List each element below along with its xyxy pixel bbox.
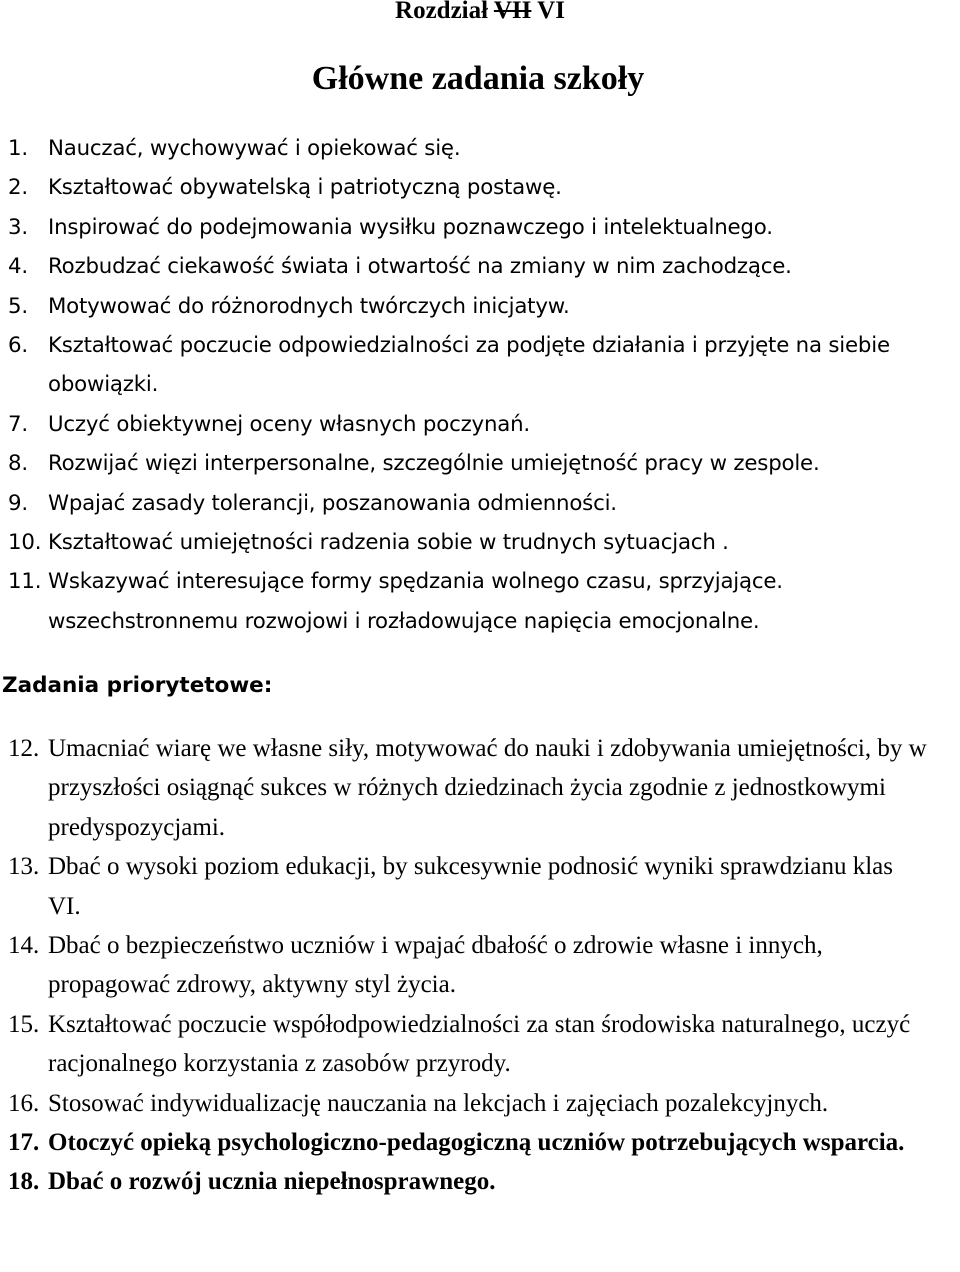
page-title: Główne zadania szkoły: [311, 60, 645, 97]
list-item: [0, 247, 960, 286]
item-number: 13.: [8, 853, 40, 881]
item-text: Inspirować do podejmowania wysiłku poznawczego i intelektualnego.: [48, 214, 773, 240]
item-number: 3.: [8, 214, 28, 240]
item-text: Umacniać wiarę we własne siły, motywować do nauki i zdobywania umiejętności, by w przyszłości osiągnąć sukces w różnych dziedzinach życia zgodnie z jednostkowymi predyspozycjami.: [48, 735, 927, 841]
item-text: Rozbudzać ciekawość świata i otwartość na zmiany w nim zachodzące.: [48, 254, 792, 280]
item-text: Motywować do różnorodnych twórczych inicjatyw.: [48, 293, 570, 319]
item-number: 18.: [8, 1168, 40, 1196]
item-number: 14.: [8, 932, 40, 960]
list-item: [0, 129, 960, 168]
chapter-suffix: VI: [531, 0, 565, 24]
list-item: [0, 484, 960, 523]
item-text: Kształtować obywatelską i patriotyczną postawę.: [48, 175, 562, 201]
item-text: Kształtować umiejętności radzenia sobie w trudnych sytuacjach .: [48, 530, 729, 556]
item-text: Wskazywać interesujące formy spędzania wolnego czasu, sprzyjające. wszechstronnemu rozwojowi i rozładowujące napięcia emocjonalne.: [48, 569, 783, 634]
list-item: [0, 1084, 928, 1123]
item-number: 8.: [8, 451, 28, 477]
chapter-heading: [0, 0, 960, 28]
item-number: 17.: [8, 1129, 40, 1157]
item-number: 11.: [8, 569, 42, 595]
list-item: [0, 729, 928, 847]
list-item: [0, 287, 960, 326]
list-item: [0, 1123, 928, 1162]
list-item: [0, 208, 960, 247]
item-number: 6.: [8, 333, 28, 359]
item-text: Dbać o rozwój ucznia niepełnosprawnego.: [48, 1168, 496, 1196]
item-text: Rozwijać więzi interpersonalne, szczególnie umiejętność pracy w zespole.: [48, 451, 820, 477]
list-item: [0, 847, 928, 926]
priority-tasks-list: [0, 729, 928, 1202]
list-item: [0, 1005, 928, 1084]
item-text: Dbać o wysoki poziom edukacji, by sukcesywnie podnosić wyniki sprawdzianu klas VI.: [48, 853, 893, 920]
tasks-list: [0, 129, 960, 641]
list-item: [0, 168, 960, 207]
item-number: 4.: [8, 254, 28, 280]
list-item: [0, 926, 928, 1005]
item-text: Wpajać zasady tolerancji, poszanowania odmienności.: [48, 490, 617, 516]
item-number: 5.: [8, 293, 28, 319]
item-number: 9.: [8, 490, 28, 516]
item-text: Kształtować poczucie odpowiedzialności za podjęte działania i przyjęte na siebie obowiązki.: [48, 333, 890, 398]
item-text: Otoczyć opieką psychologiczno-pedagogiczną uczniów potrzebujących wsparcia.: [48, 1129, 905, 1157]
list-item: [0, 444, 960, 483]
item-number: 10.: [8, 530, 42, 556]
list-item: [0, 326, 960, 405]
item-text: Nauczać, wychowywać i opiekować się.: [48, 136, 461, 161]
item-number: 1.: [8, 136, 28, 161]
priority-tasks-heading: Zadania priorytetowe:: [2, 673, 273, 698]
chapter-struck-number: VII: [493, 0, 532, 24]
item-text: Kształtować poczucie współodpowiedzialności za stan środowiska naturalnego, uczyć racjonalnego korzystania z zasobów przyrody.: [48, 1010, 911, 1078]
item-text: Uczyć obiektywnej oceny własnych poczynań.: [48, 411, 530, 437]
list-item: [0, 523, 960, 562]
item-number: 7.: [8, 411, 28, 437]
item-number: 12.: [8, 735, 40, 762]
item-text: Dbać o bezpieczeństwo uczniów i wpajać dbałość o zdrowie własne i innych, propagować zdrowy, aktywny styl życia.: [48, 932, 823, 999]
item-text: Stosować indywidualizację nauczania na lekcjach i zajęciach pozalekcyjnych.: [48, 1089, 829, 1117]
chapter-prefix: Rozdział: [395, 0, 494, 24]
item-number: 16.: [8, 1089, 40, 1117]
list-item: [0, 405, 960, 444]
list-item: [0, 562, 960, 641]
item-number: 15.: [8, 1010, 40, 1038]
list-item: [0, 1162, 928, 1201]
item-number: 2.: [8, 175, 28, 201]
